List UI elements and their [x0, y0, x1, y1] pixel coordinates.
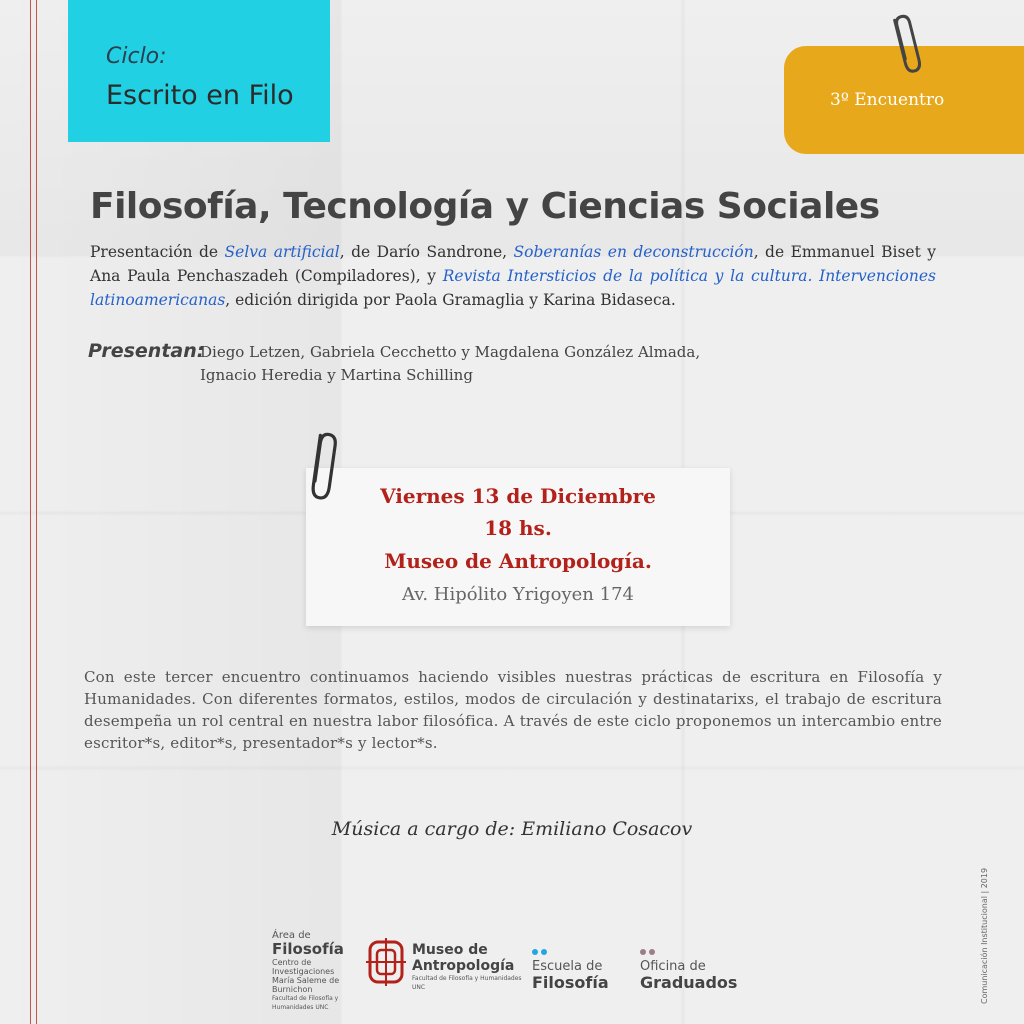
- logo-text: Graduados: [640, 973, 738, 992]
- logo-text: María Saleme de Burnichon: [272, 976, 340, 994]
- comunicacion-institucional-logo: Comunicación Institucional | 2019: [980, 867, 989, 1004]
- presentan-label: Presentan:: [88, 340, 205, 362]
- book-title: Selva artificial: [224, 243, 340, 261]
- description-text: , edición dirigida por Paola Gramaglia y Karina Bidaseca.: [225, 291, 676, 309]
- escuela-filosofia-logo: [532, 940, 628, 992]
- ciclo-banner: [68, 0, 330, 142]
- logo-text: Oficina de: [640, 959, 706, 974]
- event-time: 18 hs.: [484, 516, 552, 540]
- body-paragraph: Con este tercer encuentro continuamos haciendo visibles nuestras prácticas de escritura en Filosofía y Humanidades. Con diferentes formatos, estilos, modos de circulación y destinatarixs, el trabajo de escritura desempeña un rol central en nuestra labor filosófica. A través de este ciclo proponemos un intercambio entre escritor*s, editor*s, presentador*s y lector*s.: [84, 668, 942, 752]
- museo-logo: [412, 942, 528, 992]
- description-text: , de Darío Sandrone,: [339, 243, 514, 261]
- event-place: Museo de Antropología.: [384, 549, 652, 573]
- book-title: Soberanías en deconstrucción: [513, 243, 754, 261]
- logo-text: Facultad de Filosofía y Humanidades UNC: [412, 975, 522, 991]
- journal-title: Revista Intersticios de la política y la cultura. Intervenciones latinoamericanas: [90, 267, 936, 309]
- logo-text: Escuela de: [532, 959, 603, 974]
- ciclo-name: Escrito en Filo: [106, 80, 294, 111]
- paperclip-icon: [892, 12, 922, 78]
- music-credit: Música a cargo de: Emiliano Cosacov: [331, 818, 693, 840]
- logo-text: Filosofía: [532, 973, 609, 992]
- logo-text: Centro de Investigaciones: [272, 958, 335, 976]
- ciclo-label: Ciclo:: [106, 44, 167, 69]
- area-filosofia-logo: [272, 930, 364, 1012]
- dots-icon: [640, 940, 760, 959]
- presenters-line: Ignacio Heredia y Martina Schilling: [200, 366, 473, 384]
- museo-emblem-icon: [366, 936, 406, 988]
- logo-text: Filosofía: [272, 940, 344, 958]
- logo-text: Facultad de Filosofía y Humanidades UNC: [272, 995, 339, 1011]
- description-text: , de Emmanuel Biset y Ana Paula Penchaszadeh (Compiladores), y: [90, 243, 936, 285]
- presenters-line: Diego Letzen, Gabriela Cecchetto y Magdalena González Almada,: [200, 343, 701, 361]
- dots-icon: [532, 940, 628, 959]
- event-date: Viernes 13 de Diciembre: [380, 484, 656, 508]
- logo-text: Antropología: [412, 958, 515, 974]
- margin-line: [30, 0, 31, 1024]
- oficina-graduados-logo: [640, 940, 760, 992]
- description: [90, 240, 936, 312]
- event-address: Av. Hipólito Yrigoyen 174: [402, 584, 634, 605]
- encuentro-label: 3º Encuentro: [830, 90, 945, 110]
- main-title: Filosofía, Tecnología y Ciencias Sociales: [90, 186, 880, 227]
- description-text: Presentación de: [90, 243, 225, 261]
- margin-line: [36, 0, 37, 1024]
- logo-text: Área de: [272, 930, 311, 941]
- logo-text: Museo de: [412, 942, 488, 958]
